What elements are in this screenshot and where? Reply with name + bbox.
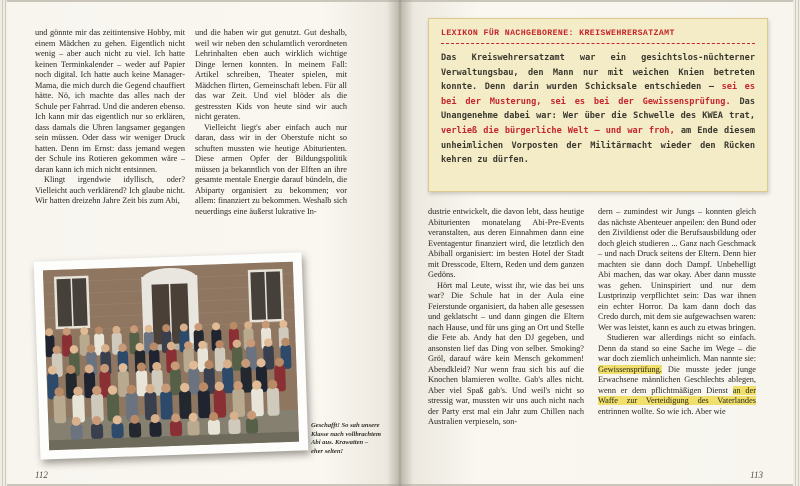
right-page (400, 2, 793, 484)
page-number-left: 112 (35, 470, 48, 480)
text-segment: am Ende diesem unheimlichen Vorposten der Militärmacht wieder den Rücken kehren zu dürfen. (441, 125, 755, 166)
text-segment: entrinnen wollte. So wie ich. Aber wie (598, 406, 726, 416)
page-stack-edge-right (793, 0, 800, 486)
text-segment: sei es bei der Musterung, sei es bei der Gewissensprüfung. (441, 82, 755, 107)
text-segment: Studieren war allerdings nicht so einfach. Denn da stand so eine Sache im Wege – die war doch ziemlich unheimlich. Man nannte sie: (598, 333, 756, 363)
text-segment: Die musste jeder junge Erwachsene männlichen Geschlechts ablegen, wenn er dem pflichtmäßigen Dienst (598, 364, 756, 395)
text-segment: dern – zumindest wir Jungs – konnten gleich das nächste Abenteuer anpeilen: den Bund oder den Zivildienst oder die Berufsausbildung oder doch gleich studieren ... Ganz nach Geschmack – und nach Druck seitens der Eltern. Denn hier machten sie dann doch Dampf. Unbehelligt Abi machen, das war okay. Aber dann musste was gehen. Uninspiriert und nur dem Lustprinzip verpflichtet sein: Das war ihnen ein echter Horror. Da kam dann doch das Credo durch, mit dem sie aufgewachsen waren: Wer was leistet, kann es auch zu etwas bringen. (598, 207, 756, 332)
paragraph (195, 123, 347, 218)
right-column-1 (428, 207, 584, 463)
class-photo (34, 252, 309, 459)
text-segment: an der Waffe zur Verteidigung des Vaterlandes (598, 385, 756, 405)
text-segment: Gewissensprüfung. (598, 364, 662, 374)
paragraph (428, 281, 584, 428)
text-segment: und die haben wir gut genutzt. Gut deshalb, weil wir neben den schulamtlich verordneten Lehrinhalten eben auch wirklich wichtige Dinge lernen konnten. In meinem Fall: Artikel schreiben, Theater spielen, mit Mädchen flirten, Gemeinschaft leben. Für all das war Zeit. Und viel blöder als die gestressten Kids von heute sind wir auch nicht geraten. (195, 28, 347, 121)
text-segment: dustrie entwickelt, die davon lebt, dass heutige Abiturienten monatelang Abi-Pre-Events veranstalten, aus deren Einnahmen dann eine Eventagentur finanziert wird, die letztlich den Abiball organisiert: im besten Hotel der Stadt mit Dresscode, Eltern, Reden und dem ganzen Gedöns. (428, 207, 584, 279)
paragraph (35, 175, 185, 207)
left-page (7, 2, 400, 484)
text-segment: und gönnte mir das zeitintensive Hobby, mit einem Mädchen zu gehen. Eigentlich nicht wenig – aber auch nicht zu viel. Ich hatte keinen Terminkalender – weder auf Papier noch digital. Ich hatte auch keine Manager-Mama, die mich durch die Gegend chauffiert hätte. Nö, ich machte das alles nach der Schule per Fahrrad. Und die anderen ebenso. Ich kann mir das eigentlich nur so erklären, dass damals die Uhren langsamer gegangen sein müssen. Oder dass wir weniger Druck hatten. Denn im Ernst: dass jemand wegen der Schule ins Rotieren gekommen wäre – daran kann ich mich nicht entsinnen. (35, 28, 185, 174)
page-stack-edge-left (0, 0, 7, 486)
paragraph (195, 28, 347, 123)
text-segment: Klingt irgendwie idyllisch, oder? Vielleicht auch verklärend? Ich glaube nicht. Wir hatten dreizehn Jahre Zeit bis zum Abi, (35, 175, 185, 205)
right-column-2 (598, 207, 756, 463)
text-segment: Vielleicht liegt's aber einfach auch nur daran, dass wir in der Oberstufe nicht so schuften mussten wie heutige Abiturienten. Diese armen Opfer der Bildungspolitik müssen ja bekanntlich von der Elften an ihre gesamte mentale Energie darauf bündeln, die Abiparty organisiert zu bekommen; vor allem: finanziert zu bekommen. Weshalb sich neuerdings eine äußerst lukrative In- (195, 122, 347, 216)
photo-caption: Geschafft! So sah unsere Klasse nach vollbrachtem Abi aus. Krawatten – eher selten! (311, 422, 381, 455)
lexikon-title: LEXIKON FÜR NACHGEBORENE: KREISWEHRERSATZAMT (441, 29, 755, 44)
left-column-1 (35, 28, 185, 250)
text-segment: Das Unangenehme dabei war: Wer über die Schwelle des KWEA trat, (441, 96, 755, 122)
text-segment: Das Kreiswehrersatzamt war ein gesichtslos-nüchterner Verwaltungsbau, den Mann nur mit weichen Knien betreten konnte. Denn darin wurden Schicksale entschieden – (441, 53, 755, 93)
page-number-right: 113 (750, 470, 763, 480)
lexikon-body (441, 51, 755, 168)
class-photo-illustration (43, 262, 299, 451)
paragraph (428, 207, 584, 281)
paragraph (598, 207, 756, 333)
lexikon-box (428, 18, 768, 192)
text-segment: verließ die bürgerliche Welt – und war froh, (441, 125, 675, 136)
paragraph (35, 28, 185, 175)
text-segment: Hört mal Leute, wisst ihr, wie das bei uns war? Die Schule hat in der Aula eine Feierstunde organisiert, da haben alle gesessen und geklatscht – und dann gingen die Eltern nach Hause, und für uns ging an Ort und Stelle die Fete ab. Andy hat den DJ gegeben, und ansonsten lief das Ding von selber. Smoking? Gröl, darauf wäre kein Mensch gekommen! Abendkleid? Nur wenn frau sich bis auf die Knochen blamieren wollte. Gab's alles nicht. Aber viel Spaß gab's. Und weil's nicht so stressig war, mussten wir uns auch nicht nach der Party erst mal ein Jahr zum Chillen nach Australien verpieseln, son- (428, 280, 584, 426)
paragraph (598, 333, 756, 417)
